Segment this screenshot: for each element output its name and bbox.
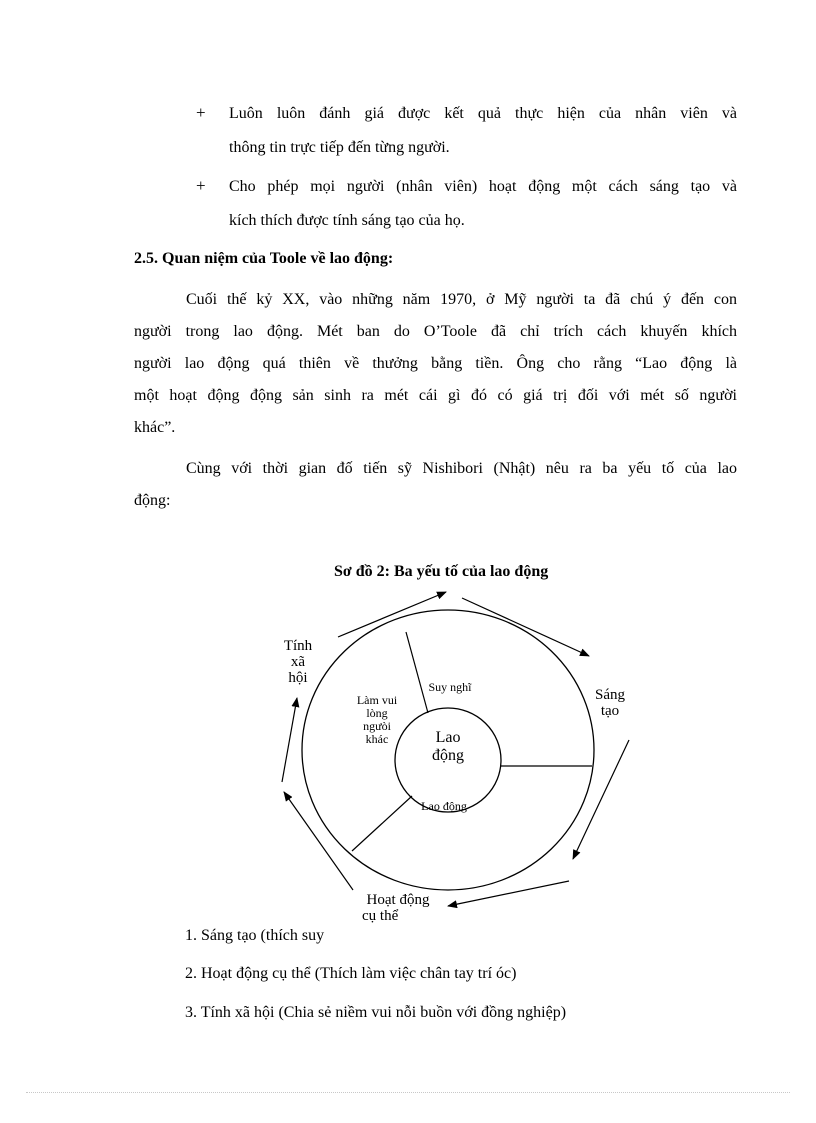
bullet-line: thông tin trực tiếp đến từng người. [229,139,450,156]
bullet-line: Cho phép mọi người (nhân viên) hoạt động một cách sáng tạo và [229,178,737,195]
paragraph-line: Cùng với thời gian đố tiến sỹ Nishibori (Nhật) nêu ra ba yếu tố của lao [186,460,737,477]
bullet-plus-mark: + [196,176,206,195]
bullet-line: kích thích được tính sáng tạo của họ. [229,212,465,229]
sector-label-lam-vui: Làm vui lòng ngưòi khác [356,693,398,746]
diagram-title: Sơ đồ 2: Ba yếu tố của lao động [334,563,549,580]
numbered-item: 2. Hoạt động cụ thể (Thích làm việc chân tay trí óc) [185,965,517,982]
paragraph-line: khác”. [134,419,176,436]
label-hoat-dong-cu-the: Hoạt động cụ thể [362,892,430,924]
paragraph-line: động: [134,492,171,509]
sector-label-suy-nghi: Suy nghĩ [428,680,472,694]
numbered-item: 3. Tính xã hội (Chia sẻ niềm vui nỗi buồn với đồng nghiệp) [185,1004,567,1021]
paragraph-line: người lao động quá thiên về thưởng bằng tiền. Ông cho rằng “Lao động là [134,355,737,372]
numbered-item: 1. Sáng tạo (thích suy [185,927,325,944]
paragraph-line: Cuối thế kỷ XX, vào những năm 1970, ở Mỹ người ta đã chú ý đến con [186,291,737,308]
label-sang-tao: Sáng tạo [595,687,625,719]
paragraph-line: người trong lao động. Mét ban do O’Toole đã chỉ trích cách khuyến khích [134,323,737,340]
center-label-lao-dong: Lao động [432,729,464,764]
bullet-line: Luôn luôn đánh giá được kết quả thực hiện của nhân viên và [229,105,737,122]
bullet-plus-mark: + [196,103,206,122]
label-tinh-xa-hoi: Tính xã hội [283,638,313,686]
page-bottom-divider [26,1092,790,1093]
paragraph-line: một hoạt động động sản sinh ra mét cái gì đó có giá trị đối với mét số người [134,387,737,404]
sector-label-lao-dong: Lao động [421,799,467,813]
section-heading: 2.5. Quan niệm của Toole về lao động: [134,250,394,267]
